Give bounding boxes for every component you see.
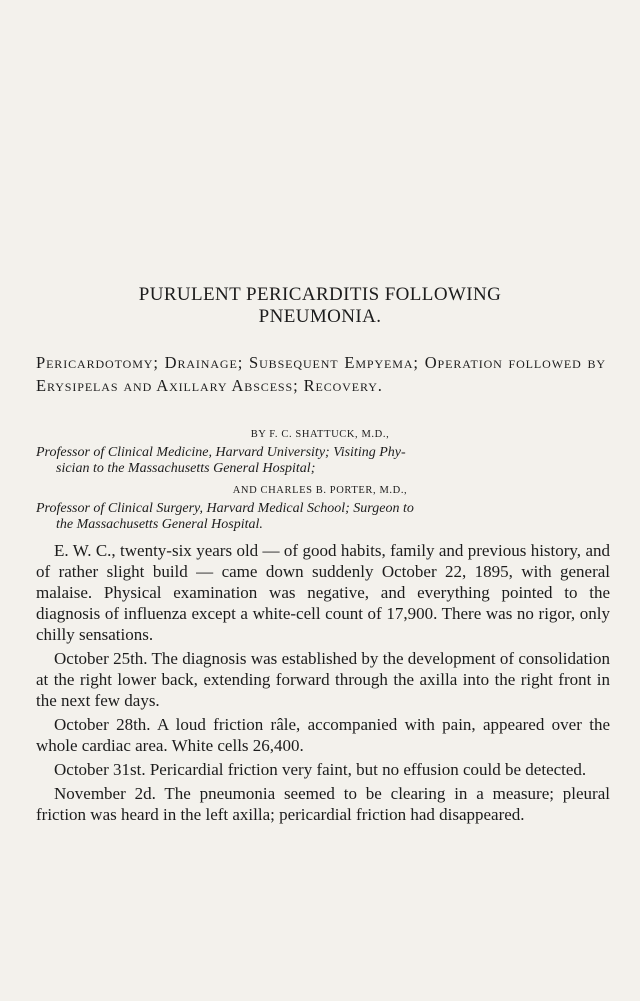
article-subtitle: Pericardotomy; Drainage; Subsequent Empyema; Operation followed by Erysipelas and Axillary Abscess; Recovery. (36, 353, 606, 395)
paragraph: October 31st. Pericardial friction very faint, but no effusion could be detected. (54, 760, 587, 779)
author-role-2 (36, 501, 610, 533)
author-role-2-line-1: Professor of Clinical Surgery, Harvard Medical School; Surgeon to (36, 501, 414, 516)
title-line-2: PNEUMONIA. (258, 306, 382, 327)
paragraph: October 25th. The diagnosis was established by the development of consolidation at the right lower back, extending forward through the axilla into the right front in the next few days. (36, 649, 610, 710)
author-role-1-line-2: sician to the Massachusetts General Hospital; (56, 461, 316, 476)
article-title (0, 284, 640, 328)
title-line-1: PURULENT PERICARDITIS FOLLOWING (138, 284, 502, 305)
paragraph: October 28th. A loud friction râle, accompanied with pain, appeared over the whole cardiac area. White cells 26,400. (36, 715, 610, 755)
author-role-2-line-2: the Massachusetts General Hospital. (56, 517, 263, 532)
author-role-1 (36, 445, 610, 477)
article-body (36, 540, 610, 828)
author-byline-2: AND CHARLES B. PORTER, M.D., (232, 485, 408, 496)
paragraph: November 2d. The pneumonia seemed to be clearing in a measure; pleural friction was heard in the left axilla; pericardial friction had disappeared. (36, 784, 610, 824)
paragraph: E. W. C., twenty-six years old — of good habits, family and previous history, and of rather slight build — came down suddenly October 22, 1895, with general malaise. Physical examination was negative, and everything pointed to the diagnosis of influenza except a white-cell count of 17,900. There was no rigor, only chilly sensations. (36, 541, 610, 644)
author-role-1-line-1: Professor of Clinical Medicine, Harvard University; Visiting Phy- (36, 445, 406, 460)
author-byline-1: BY F. C. SHATTUCK, M.D., (250, 429, 390, 440)
